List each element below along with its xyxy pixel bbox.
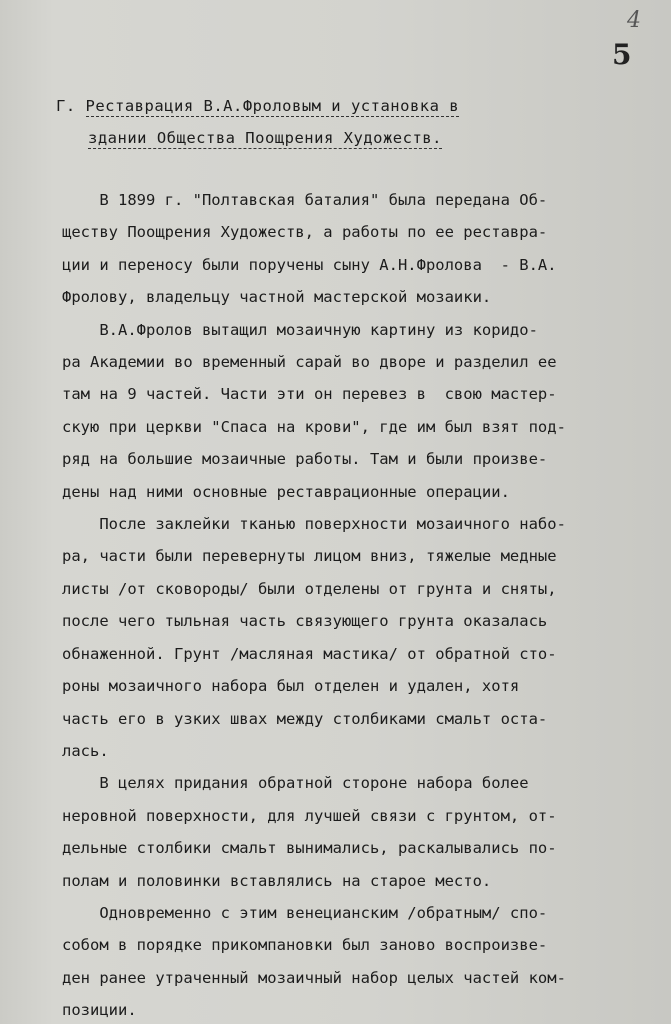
- text-line: Фролову, владельцу частной мастерской мозаики.: [62, 288, 492, 307]
- text-line: ра Академии во временный сарай во дворе и разделил ее: [62, 353, 557, 372]
- heading-line-1: [56, 90, 459, 122]
- text-line: роны мозаичного набора был отделен и удален, хотя: [62, 677, 520, 696]
- text-line: дельные столбики смальт вынимались, раскалывались по-: [62, 839, 557, 858]
- folio-number: 5: [612, 38, 632, 71]
- text-line: ществу Поощрения Художеств, а работы по ее реставра-: [62, 223, 548, 242]
- text-line: скую при церкви "Спаса на крови", где им был взят под-: [62, 417, 566, 436]
- text-line: ряд на большие мозаичные работы. Там и были произве-: [62, 450, 548, 469]
- text-line: обнаженной. Грунт /масляная мастика/ от обратной сто-: [62, 644, 557, 663]
- text-line: там на 9 частей. Части эти он перевез в свою мастер-: [62, 385, 557, 404]
- body-text: [62, 184, 662, 1024]
- text-line: ден ранее утраченный мозаичный набор целых частей ком-: [62, 968, 566, 987]
- text-line: собом в порядке прикомпановки был заново воспроизве-: [62, 936, 548, 955]
- text-line: после чего тыльная часть связующего грунта оказалась: [62, 612, 548, 631]
- text-line: дены над ними основные реставрационные операции.: [62, 482, 510, 501]
- heading-line-2: [56, 122, 459, 154]
- page-number: 4: [627, 8, 641, 33]
- text-line: ции и переносу были поручены сыну А.Н.Фролова - В.А.: [62, 255, 557, 274]
- text-line: полам и половинки вставлялись на старое место.: [62, 871, 492, 890]
- text-line: В целях придания обратной стороне набора более: [62, 774, 529, 793]
- section-heading: [56, 90, 459, 154]
- text-line: ра, части были перевернуты лицом вниз, тяжелые медные: [62, 547, 557, 566]
- text-line: Одновременно с этим венецианским /обратным/ спо-: [62, 903, 548, 922]
- text-line: лась.: [62, 741, 109, 760]
- heading-title-part-2: здании Общества Поощрения Художеств.: [88, 129, 442, 147]
- text-line: неровной поверхности, для лучшей связи с грунтом, от-: [62, 806, 557, 825]
- text-line: часть его в узких швах между столбиками смальт оста-: [62, 709, 548, 728]
- text-line: После заклейки тканью поверхности мозаичного набо-: [62, 515, 566, 534]
- heading-prefix: Г.: [56, 97, 76, 115]
- text-line: листы /от сковороды/ были отделены от грунта и сняты,: [62, 579, 557, 598]
- heading-title-part-1: Реставрация В.А.Фроловым и установка в: [85, 97, 460, 115]
- text-line: позиции.: [62, 1001, 137, 1020]
- text-line: В 1899 г. "Полтавская баталия" была передана Об-: [62, 191, 548, 209]
- text-line: В.А.Фролов вытащил мозаичную картину из коридо-: [62, 320, 538, 339]
